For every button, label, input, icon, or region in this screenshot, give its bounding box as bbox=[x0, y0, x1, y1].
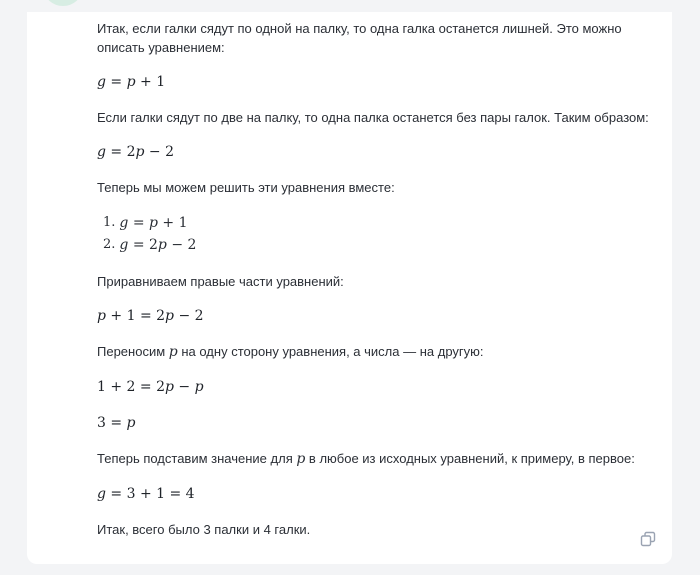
list-number: 1. bbox=[103, 215, 116, 230]
paragraph: Итак, всего было 3 палки и 4 галки. bbox=[97, 522, 311, 537]
text: на одну сторону уравнения, а числа — на другую: bbox=[177, 344, 484, 359]
assistant-message-card bbox=[27, 12, 672, 564]
equation: g = 2p − 2 bbox=[97, 144, 175, 160]
list-number: 2. bbox=[103, 237, 116, 252]
equation-list bbox=[97, 212, 657, 256]
equation: g = 3 + 1 = 4 bbox=[97, 486, 195, 502]
inline-math: p bbox=[296, 451, 306, 467]
paragraph: Теперь мы можем решить эти уравнения вместе: bbox=[97, 180, 395, 195]
inline-math: p bbox=[168, 344, 178, 360]
equation: 3 = p bbox=[97, 415, 136, 431]
equation: 1 + 2 = 2p − p bbox=[97, 379, 204, 395]
equation: g = p + 1 bbox=[97, 74, 166, 90]
text: в любое из исходных уравнений, к примеру, в первое: bbox=[305, 451, 635, 466]
paragraph: Итак, если галки сядут по одной на палку, то одна галка останется лишней. Это можно описать уравнением: bbox=[97, 21, 622, 55]
equation: g = p + 1 bbox=[119, 215, 188, 231]
list-item bbox=[97, 234, 657, 256]
paragraph: Если галки сядут по две на палку, то одна палка останется без пары галок. Таким образом: bbox=[97, 110, 649, 125]
equation: p + 1 = 2p − 2 bbox=[97, 308, 204, 324]
copy-button[interactable] bbox=[640, 531, 656, 547]
list-item bbox=[97, 212, 657, 234]
message-content bbox=[97, 19, 657, 554]
assistant-avatar bbox=[44, 0, 82, 6]
text: Теперь подставим значение для bbox=[97, 451, 297, 466]
paragraph: Приравниваем правые части уравнений: bbox=[97, 274, 344, 289]
paragraph bbox=[97, 342, 657, 362]
paragraph bbox=[97, 449, 657, 469]
copy-icon bbox=[640, 531, 656, 547]
equation: g = 2p − 2 bbox=[119, 237, 197, 253]
text: Переносим bbox=[97, 344, 169, 359]
